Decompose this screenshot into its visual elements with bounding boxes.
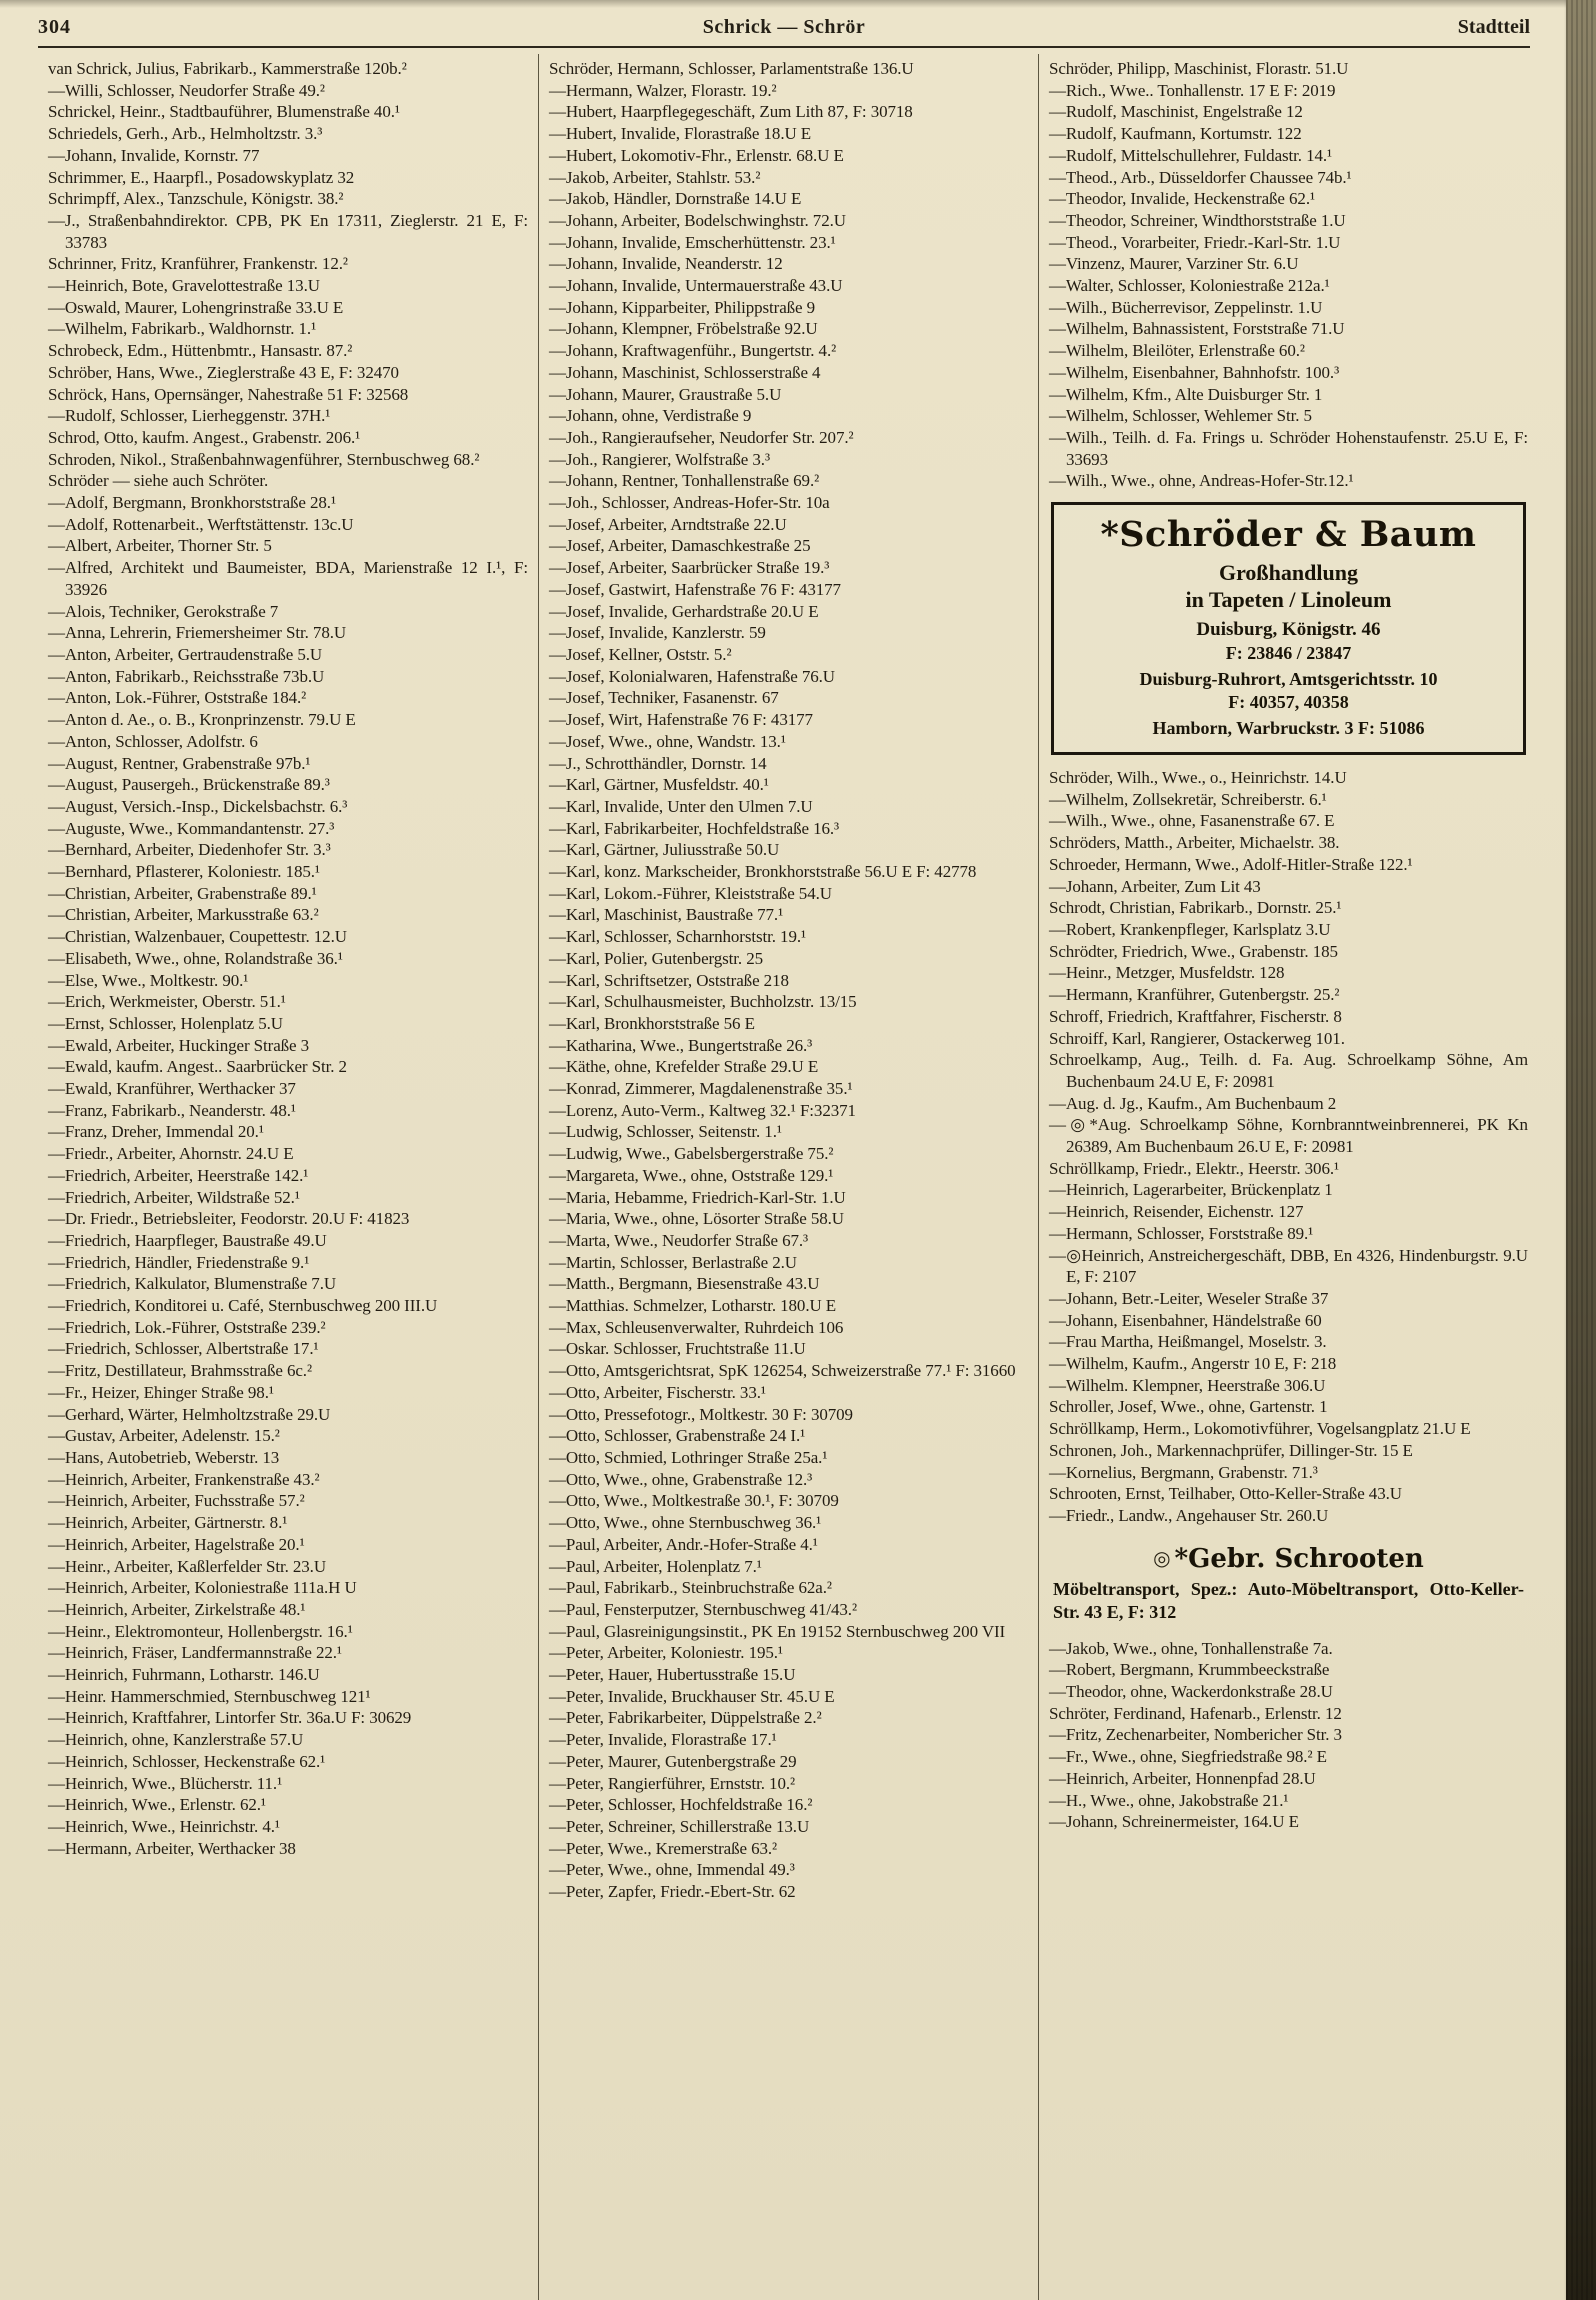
directory-entry: —Anton, Fabrikarb., Reichsstraße 73b.U [48, 666, 325, 686]
directory-entry: —Ludwig, Schlosser, Seitenstr. 1.¹ [548, 1122, 782, 1142]
directory-entry: —Matthias. Schmelzer, Lotharstr. 180.U E [548, 1296, 837, 1316]
directory-entry: Schröder — siehe auch Schröter. [48, 471, 269, 491]
directory-entry: —Franz, Fabrikarb., Neanderstr. 48.¹ [48, 1100, 296, 1120]
directory-entry: —Christian, Arbeiter, Markusstraße 63.² [48, 905, 319, 925]
directory-entry: —Peter, Arbeiter, Koloniestr. 195.¹ [548, 1643, 783, 1663]
directory-entry: Schrooten, Ernst, Teilhaber, Otto-Keller-Straße 43.U [1048, 1484, 1402, 1504]
directory-entry: Schroiff, Karl, Rangierer, Ostackerweg 101. [1048, 1028, 1345, 1048]
directory-entry: —Johann, Klempner, Fröbelstraße 92.U [548, 319, 818, 339]
directory-entry: —Alois, Techniker, Gerokstraße 7 [48, 601, 279, 621]
directory-entry: Schröter, Ferdinand, Hafenarb., Erlenstr. 12 [1048, 1703, 1342, 1723]
directory-entry: Schroff, Friedrich, Kraftfahrer, Fischerstr. 8 [1048, 1006, 1342, 1026]
directory-entry: —Wilh., Bücherrevisor, Zeppelinstr. 1.U [1048, 297, 1323, 317]
directory-entry: —Peter, Maurer, Gutenbergstraße 29 [548, 1751, 797, 1771]
directory-entry: —Otto, Amtsgerichtsrat, SpK 126254, Schweizerstraße 77.¹ F: 31660 [548, 1361, 1016, 1381]
directory-entry: —Wilhelm, Zollsekretär, Schreiberstr. 6.¹ [1048, 789, 1327, 809]
directory-entry: —Heinrich, Kraftfahrer, Lintorfer Str. 36a.U F: 30629 [48, 1708, 412, 1728]
ad-body-text: Möbeltransport, Spez.: Auto-Möbeltransport, Otto-Keller-Str. 43 E, F: 312 [1052, 1578, 1524, 1622]
directory-entry: —Johann, Maschinist, Schlosserstraße 4 [548, 362, 821, 382]
directory-entry: —Bernhard, Pflasterer, Koloniestr. 185.¹ [48, 862, 320, 882]
directory-entry: —Adolf, Bergmann, Bronkhorststraße 28.¹ [48, 493, 336, 513]
directory-entry: —Ernst, Schlosser, Holenplatz 5.U [48, 1013, 283, 1033]
directory-entry: —Fritz, Zechenarbeiter, Nombericher Str. 3 [1048, 1725, 1342, 1745]
directory-entry: —Theodor, Schreiner, Windthorststraße 1.U [1048, 210, 1346, 230]
directory-entry: Schröder, Philipp, Maschinist, Florastr. 51.U [1048, 59, 1349, 78]
directory-entry: —Vinzenz, Maurer, Varziner Str. 6.U [1048, 254, 1299, 274]
directory-entry: —Anton d. Ae., o. B., Kronprinzenstr. 79.U E [48, 710, 356, 730]
directory-entry: Schroeder, Hermann, Wwe., Adolf-Hitler-Straße 122.¹ [1048, 854, 1413, 874]
directory-entry: —Paul, Fensterputzer, Sternbuschweg 41/43.² [548, 1599, 857, 1619]
directory-entry: —Friedrich, Händler, Friedenstraße 9.¹ [48, 1252, 310, 1272]
directory-entry: —Peter, Invalide, Bruckhauser Str. 45.U E [548, 1686, 835, 1706]
directory-entry: —Josef, Wirt, Hafenstraße 76 F: 43177 [548, 710, 813, 730]
directory-entry: —Josef, Wwe., ohne, Wandstr. 13.¹ [548, 731, 786, 751]
directory-entry: Schröder, Wilh., Wwe., o., Heinrichstr. 14.U [1048, 768, 1347, 788]
directory-entry: —Peter, Wwe., Kremerstraße 63.² [548, 1838, 778, 1858]
directory-entry: —Ludwig, Wwe., Gabelsbergerstraße 75.² [548, 1144, 834, 1164]
directory-entry: —Hubert, Haarpflegegeschäft, Zum Lith 87, F: 30718 [548, 102, 913, 122]
directory-entry: —Johann, Invalide, Emscherhüttenstr. 23.¹ [548, 232, 836, 252]
directory-entry: —Hermann, Walzer, Florastr. 19.² [548, 80, 777, 100]
directory-entry: —Lorenz, Auto-Verm., Kaltweg 32.¹ F:32371 [548, 1100, 856, 1120]
directory-entry: —Ewald, kaufm. Angest.. Saarbrücker Str. 2 [48, 1057, 347, 1077]
directory-entry: —Heinrich, ohne, Kanzlerstraße 57.U [48, 1730, 304, 1750]
directory-entry: Schrickel, Heinr., Stadtbauführer, Blumenstraße 40.¹ [48, 102, 400, 122]
directory-entry: van Schrick, Julius, Fabrikarb., Kammerstraße 120b.² [48, 59, 407, 78]
directory-entry: Schrimmer, E., Haarpfl., Posadowskyplatz 32 [48, 167, 355, 187]
directory-entry: —Josef, Invalide, Gerhardstraße 20.U E [548, 601, 819, 621]
directory-entry: —Willi, Schlosser, Neudorfer Straße 49.² [48, 80, 325, 100]
directory-entry: —Karl, Polier, Gutenbergstr. 25 [548, 948, 764, 968]
scan-top-shadow [0, 0, 1596, 8]
directory-entry: —Wilhelm, Kfm., Alte Duisburger Str. 1 [1048, 384, 1323, 404]
directory-entry: —Else, Wwe., Moltkestr. 90.¹ [48, 970, 249, 990]
directory-entry: Schrodt, Christian, Fabrikarb., Dornstr. 25.¹ [1048, 898, 1342, 918]
page-title: Schrick — Schrör [702, 16, 866, 38]
directory-entry: —Karl, Gärtner, Musfeldstr. 40.¹ [548, 775, 769, 795]
directory-entry: —Heinrich, Arbeiter, Hagelstraße 20.¹ [48, 1534, 305, 1554]
ad-gebr-schrooten [1051, 1541, 1526, 1626]
directory-entry: —Ewald, Arbeiter, Huckinger Straße 3 [48, 1035, 310, 1055]
directory-entry: —Karl, Invalide, Unter den Ulmen 7.U [548, 796, 813, 816]
directory-entry: —Wilhelm, Eisenbahner, Bahnhofstr. 100.³ [1048, 362, 1340, 382]
directory-entry: —Dr. Friedr., Betriebsleiter, Feodorstr. 20.U F: 41823 [48, 1209, 410, 1229]
directory-entry: —Johann, ohne, Verdistraße 9 [548, 406, 752, 426]
directory-entry: —Matth., Bergmann, Biesenstraße 43.U [548, 1274, 820, 1294]
directory-entry: —Friedrich, Lok.-Führer, Oststraße 239.² [48, 1317, 326, 1337]
directory-entry: —Heinrich, Reisender, Eichenstr. 127 [1048, 1202, 1304, 1222]
directory-entry: —Johann, Schreinermeister, 164.U E [1048, 1812, 1299, 1832]
directory-entry: Schrinner, Fritz, Kranführer, Frankenstr. 12.² [48, 254, 348, 274]
directory-entry: —Joh., Rangieraufseher, Neudorfer Str. 207.² [548, 427, 854, 447]
directory-entry: —Otto, Wwe., Moltkestraße 30.¹, F: 30709 [548, 1491, 839, 1511]
directory-entry: —Paul, Arbeiter, Andr.-Hofer-Straße 4.¹ [548, 1534, 818, 1554]
directory-entry: —Heinrich, Schlosser, Heckenstraße 62.¹ [48, 1751, 326, 1771]
directory-entry: —Johann, Kipparbeiter, Philippstraße 9 [548, 297, 816, 317]
ad-schroeder-baum [1051, 502, 1526, 755]
ad-phone: F: 40357, 40358 [1228, 692, 1349, 713]
directory-entry: —Otto, Schlosser, Grabenstraße 24 I.¹ [548, 1426, 806, 1446]
directory-entry: —Otto, Arbeiter, Fischerstr. 33.¹ [548, 1382, 766, 1402]
directory-entry: —Konrad, Zimmerer, Magdalenenstraße 35.¹ [548, 1079, 853, 1099]
directory-entry: —Wilh., Wwe., ohne, Andreas-Hofer-Str.12.¹ [1048, 471, 1354, 491]
directory-entry: Schrimpff, Alex., Tanzschule, Königstr. 38.² [48, 189, 344, 209]
directory-entry: —Jakob, Arbeiter, Stahlstr. 53.² [548, 167, 761, 187]
directory-entry: —Hubert, Lokomotiv-Fhr., Erlenstr. 68.U E [548, 145, 844, 165]
directory-entry: —◎*Aug. Schroelkamp Söhne, Kornbranntweinbrennerei, PK Kn 26389, Am Buchenbaum 26.U E, F: 20981 [1048, 1115, 1528, 1157]
directory-entry: —Robert, Bergmann, Krummbeeckstraße [1048, 1660, 1330, 1680]
directory-entry: Schronen, Joh., Markennachprüfer, Dillinger-Str. 15 E [1048, 1440, 1413, 1460]
directory-entry: —Otto, Wwe., ohne Sternbuschweg 36.¹ [548, 1513, 822, 1533]
directory-entry: Schröder, Hermann, Schlosser, Parlamentstraße 136.U [548, 59, 914, 78]
directory-entry: —Johann, Eisenbahner, Händelstraße 60 [1048, 1310, 1322, 1330]
directory-entry: —Theodor, ohne, Wackerdonkstraße 28.U [1048, 1682, 1333, 1702]
ad-line: Großhandlung [1218, 560, 1358, 586]
directory-entry: —Karl, Fabrikarbeiter, Hochfeldstraße 16.³ [548, 818, 840, 838]
directory-entry: —Heinrich, Arbeiter, Fuchsstraße 57.² [48, 1491, 305, 1511]
directory-entry: —Heinrich, Fräser, Landfermannstraße 22.¹ [48, 1643, 342, 1663]
directory-entry: —August, Rentner, Grabenstraße 97b.¹ [48, 753, 311, 773]
directory-entry: —Wilh., Wwe., ohne, Fasanenstraße 67. E [1048, 811, 1335, 831]
directory-entry: —Jakob, Händler, Dornstraße 14.U E [548, 189, 802, 209]
directory-entry: —Peter, Hauer, Hubertusstraße 15.U [548, 1665, 796, 1685]
directory-entry: —Oswald, Maurer, Lohengrinstraße 33.U E [48, 297, 344, 317]
ad-address: Duisburg, Königstr. 46 [1196, 619, 1381, 641]
column-3-top-entries [1049, 58, 1528, 492]
directory-entry: —Heinrich, Wwe., Erlenstr. 62.¹ [48, 1795, 266, 1815]
directory-entry: —Anton, Lok.-Führer, Oststraße 184.² [48, 688, 307, 708]
directory-entry: —Martin, Schlosser, Berlastraße 2.U [548, 1252, 797, 1272]
directory-entry: —Gerhard, Wärter, Helmholtzstraße 29.U [48, 1404, 331, 1424]
directory-entry: —Johann, Invalide, Neanderstr. 12 [548, 254, 783, 274]
directory-entry: —Peter, Fabrikarbeiter, Düppelstraße 2.² [548, 1708, 822, 1728]
directory-entry: —Heinrich, Fuhrmann, Lotharstr. 146.U [48, 1665, 320, 1685]
directory-entry: —Heinrich, Arbeiter, Zirkelstraße 48.¹ [48, 1599, 306, 1619]
directory-entry: —Friedrich, Arbeiter, Wildstraße 52.¹ [48, 1187, 300, 1207]
directory-entry: —Karl, konz. Markscheider, Bronkhorststraße 56.U E F: 42778 [548, 862, 977, 882]
directory-entry: —Josef, Arbeiter, Arndtstraße 22.U [548, 514, 787, 534]
directory-entry: —Johann, Betr.-Leiter, Weseler Straße 37 [1048, 1288, 1329, 1308]
directory-entry: —Maria, Hebamme, Friedrich-Karl-Str. 1.U [548, 1187, 846, 1207]
directory-entry: —Peter, Schlosser, Hochfeldstraße 16.² [548, 1795, 813, 1815]
directory-entry: —Erich, Werkmeister, Oberstr. 51.¹ [48, 992, 286, 1012]
directory-entry: —Heinrich, Lagerarbeiter, Brückenplatz 1 [1048, 1180, 1333, 1200]
directory-entry: —J., Schrotthändler, Dornstr. 14 [548, 753, 767, 773]
directory-entry: —Karl, Schulhausmeister, Buchholzstr. 13/15 [548, 992, 857, 1012]
directory-entry: —Fr., Heizer, Ehinger Straße 98.¹ [48, 1382, 274, 1402]
directory-entry: —Wilhelm, Kaufm., Angerstr 10 E, F: 218 [1048, 1354, 1337, 1374]
directory-entry: —J., Straßenbahndirektor. CPB, PK En 17311, Zieglerstr. 21 E, F: 33783 [48, 210, 528, 252]
ad-company-name [1053, 1543, 1524, 1574]
directory-entry: —Rich., Wwe.. Tonhallenstr. 17 E F: 2019 [1048, 80, 1336, 100]
directory-entry: —Joh., Rangierer, Wolfstraße 3.³ [548, 449, 770, 469]
directory-entry: —Karl, Schlosser, Scharnhorststr. 19.¹ [548, 927, 806, 947]
directory-entry: —Friedrich, Kalkulator, Blumenstraße 7.U [48, 1274, 337, 1294]
directory-entry: —Max, Schleusenverwalter, Ruhrdeich 106 [548, 1317, 844, 1337]
directory-entry: —Peter, Wwe., ohne, Immendal 49.³ [548, 1860, 795, 1880]
emblem-icon: ◎ [1153, 1545, 1171, 1570]
directory-entry: —Walter, Schlosser, Koloniestraße 212a.¹ [1048, 276, 1330, 296]
page-number: 304 [38, 16, 71, 38]
directory-entry: —Theod., Arb., Düsseldorfer Chaussee 74b.¹ [1048, 167, 1352, 187]
directory-entry: —Josef, Techniker, Fasanenstr. 67 [548, 688, 779, 708]
directory-entry: —Johann, Invalide, Untermauerstraße 43.U [548, 276, 843, 296]
directory-entry: —Peter, Schreiner, Schillerstraße 13.U [548, 1816, 810, 1836]
directory-entry: —Franz, Dreher, Immendal 20.¹ [48, 1122, 264, 1142]
directory-entry: —Heinr., Metzger, Musfeldstr. 128 [1048, 963, 1285, 983]
directory-entry: —Wilhelm, Fabrikarb., Waldhornstr. 1.¹ [48, 319, 317, 339]
directory-entry: —Karl, Maschinist, Baustraße 77.¹ [548, 905, 784, 925]
directory-entry: —Johann, Arbeiter, Zum Lit 43 [1048, 876, 1261, 896]
page-section-label: Stadtteil [1457, 16, 1530, 38]
directory-entry: —Josef, Arbeiter, Saarbrücker Straße 19.³ [548, 558, 830, 578]
directory-entry: —Heinrich, Arbeiter, Koloniestraße 111a.H U [48, 1578, 357, 1598]
column-2 [538, 54, 1038, 2300]
directory-entry: —Heinr. Hammerschmied, Sternbuschweg 121¹ [48, 1686, 371, 1706]
directory-entry: —Rudolf, Kaufmann, Kortumstr. 122 [1048, 124, 1302, 144]
directory-entry: —Rudolf, Mittelschullehrer, Fuldastr. 14.¹ [1048, 145, 1333, 165]
directory-entry: —Josef, Arbeiter, Damaschkestraße 25 [548, 536, 811, 556]
directory-entry: Schrödter, Friedrich, Wwe., Grabenstr. 185 [1048, 941, 1338, 961]
directory-entry: —Anna, Lehrerin, Friemersheimer Str. 78.U [48, 623, 347, 643]
directory-entry: —Robert, Krankenpfleger, Karlsplatz 3.U [1048, 919, 1331, 939]
directory-entry: —Heinr., Elektromonteur, Hollenbergstr. 16.¹ [48, 1621, 353, 1641]
directory-entry: Schröllkamp, Friedr., Elektr., Heerstr. 306.¹ [1048, 1158, 1339, 1178]
directory-entry: —Otto, Schmied, Lothringer Straße 25a.¹ [548, 1448, 828, 1467]
directory-entry: —Johann, Kraftwagenführ., Bungertstr. 4.² [548, 341, 837, 361]
directory-entry: Schrod, Otto, kaufm. Angest., Grabenstr. 206.¹ [48, 427, 361, 447]
directory-entry: —Wilhelm, Schlosser, Wehlemer Str. 5 [1048, 406, 1312, 426]
directory-entry: —Otto, Wwe., ohne, Grabenstraße 12.³ [548, 1469, 813, 1489]
directory-entry: —Hermann, Arbeiter, Werthacker 38 [48, 1838, 296, 1858]
directory-entry: —Christian, Arbeiter, Grabenstraße 89.¹ [48, 883, 317, 903]
directory-entry: —Peter, Zapfer, Friedr.-Ebert-Str. 62 [548, 1882, 796, 1902]
directory-entry: Schröber, Hans, Wwe., Zieglerstraße 43 E, F: 32470 [48, 362, 399, 382]
directory-entry: —Wilhelm, Bahnassistent, Forststraße 71.U [1048, 319, 1345, 339]
directory-entry: —Fr., Wwe., ohne, Siegfriedstraße 98.² E [1048, 1747, 1327, 1767]
directory-entry: —Katharina, Wwe., Bungertstraße 26.³ [548, 1035, 813, 1055]
directory-entry: —Margareta, Wwe., ohne, Oststraße 129.¹ [548, 1165, 834, 1185]
directory-entry: —Albert, Arbeiter, Thorner Str. 5 [48, 536, 272, 556]
directory-entry: —Paul, Fabrikarb., Steinbruchstraße 62a.² [548, 1578, 832, 1598]
directory-entry: —Maria, Wwe., ohne, Lösorter Straße 58.U [548, 1209, 844, 1229]
directory-entry: —Paul, Glasreinigungsinstit., PK En 19152 Sternbuschweg 200 VII [548, 1621, 1006, 1641]
directory-entry: —Anton, Schlosser, Adolfstr. 6 [48, 731, 258, 751]
column-3-bottom-entries [1049, 1638, 1528, 1833]
directory-entry: —Johann, Arbeiter, Bodelschwinghstr. 72.U [548, 210, 846, 230]
directory-entry: —Johann, Invalide, Kornstr. 77 [48, 145, 260, 165]
directory-entry: —Johann, Rentner, Tonhallenstraße 69.² [548, 471, 820, 491]
directory-entry: —Rudolf, Maschinist, Engelstraße 12 [1048, 102, 1303, 122]
directory-entry: —Josef, Invalide, Kanzlerstr. 59 [548, 623, 766, 643]
directory-columns [38, 54, 1538, 2300]
column-3 [1038, 54, 1538, 2300]
directory-entry: —Rudolf, Schlosser, Lierheggenstr. 37H.¹ [48, 406, 331, 426]
book-page-edge [1566, 0, 1596, 2300]
directory-entry: —Adolf, Rottenarbeit., Werftstättenstr. 13c.U [48, 514, 354, 534]
directory-entry: —Heinrich, Wwe., Blücherstr. 11.¹ [48, 1773, 283, 1793]
directory-entry: —Peter, Invalide, Florastraße 17.¹ [548, 1730, 777, 1750]
directory-entry: —Wilhelm, Bleilöter, Erlenstraße 60.² [1048, 341, 1305, 361]
directory-entry: —August, Versich.-Insp., Dickelsbachstr. 6.³ [48, 796, 348, 816]
directory-entry: —Kornelius, Bergmann, Grabenstr. 71.³ [1048, 1462, 1318, 1482]
directory-entry: —Karl, Lokom.-Führer, Kleiststraße 54.U [548, 883, 832, 903]
directory-entry: —Friedr., Arbeiter, Ahornstr. 24.U E [48, 1144, 294, 1164]
directory-entry: Schroelkamp, Aug., Teilh. d. Fa. Aug. Schroelkamp Söhne, Am Buchenbaum 24.U E, F: 20981 [1048, 1050, 1528, 1091]
directory-entry: —Hans, Autobetrieb, Weberstr. 13 [48, 1448, 280, 1467]
directory-entry: —Paul, Arbeiter, Holenplatz 7.¹ [548, 1556, 762, 1576]
directory-entry: Schroller, Josef, Wwe., ohne, Gartenstr. 1 [1048, 1397, 1328, 1417]
directory-entry: —Aug. d. Jg., Kaufm., Am Buchenbaum 2 [1048, 1093, 1337, 1113]
directory-entry: —Joh., Schlosser, Andreas-Hofer-Str. 10a [548, 493, 830, 513]
directory-entry: —Peter, Rangierführer, Ernststr. 10.² [548, 1773, 795, 1793]
directory-entry: —Heinrich, Arbeiter, Frankenstraße 43.² [48, 1469, 320, 1489]
ad-company-name-text: *Gebr. Schrooten [1174, 1543, 1424, 1574]
directory-entry: —Ewald, Kranführer, Werthacker 37 [48, 1079, 296, 1099]
ad-address: Duisburg-Ruhrort, Amtsgerichtsstr. 10 [1139, 669, 1438, 690]
directory-entry: Schröck, Hans, Opernsänger, Nahestraße 51 F: 32568 [48, 384, 409, 404]
directory-entry: —Frau Martha, Heißmangel, Moselstr. 3. [1048, 1332, 1327, 1352]
directory-entry: Schrobeck, Edm., Hüttenbmtr., Hansastr. 87.² [48, 341, 353, 361]
directory-entry: —Karl, Gärtner, Juliusstraße 50.U [548, 840, 780, 860]
directory-entry: Schröders, Matth., Arbeiter, Michaelstr. 38. [1048, 833, 1340, 853]
directory-entry: —Marta, Wwe., Neudorfer Straße 67.³ [548, 1230, 809, 1250]
column-1 [38, 54, 538, 2300]
directory-entry: —Friedrich, Schlosser, Albertstraße 17.¹ [48, 1339, 319, 1359]
directory-entry: —Friedrich, Arbeiter, Heerstraße 142.¹ [48, 1165, 309, 1185]
directory-entry: —Käthe, ohne, Krefelder Straße 29.U E [548, 1057, 819, 1077]
directory-entry: —Karl, Bronkhorststraße 56 E [548, 1013, 755, 1033]
directory-entry: —◎Heinrich, Anstreichergeschäft, DBB, En 4326, Hindenburgstr. 9.U E, F: 2107 [1048, 1245, 1528, 1287]
directory-entry: —Auguste, Wwe., Kommandantenstr. 27.³ [48, 818, 335, 838]
directory-entry: —Alfred, Architekt und Baumeister, BDA, Marienstraße 12 I.¹, F: 33926 [48, 558, 528, 599]
directory-entry: —Hermann, Schlosser, Forststraße 89.¹ [1048, 1223, 1314, 1243]
directory-entry: —Heinrich, Arbeiter, Honnenpfad 28.U [1048, 1768, 1316, 1788]
page-header [38, 16, 1530, 48]
directory-entry: —Josef, Kolonialwaren, Hafenstraße 76.U [548, 666, 835, 686]
directory-entry: —Heinrich, Arbeiter, Gärtnerstr. 8.¹ [48, 1513, 288, 1533]
directory-entry: Schröllkamp, Herm., Lokomotivführer, Vogelsangplatz 21.U E [1048, 1419, 1471, 1439]
directory-entry: —Oskar. Schlosser, Fruchtstraße 11.U [548, 1339, 806, 1359]
directory-entry: —Theod., Vorarbeiter, Friedr.-Karl-Str. 1.U [1048, 232, 1341, 252]
ad-address: Hamborn, Warbruckstr. 3 F: 51086 [1152, 718, 1425, 739]
directory-entry: Schriedels, Gerh., Arb., Helmholtzstr. 3.³ [48, 124, 323, 144]
directory-entry: —Jakob, Wwe., ohne, Tonhallenstraße 7a. [1048, 1638, 1333, 1658]
column-3-mid-entries [1049, 767, 1528, 1527]
directory-entry: —Anton, Arbeiter, Gertraudenstraße 5.U [48, 644, 323, 664]
directory-entry: —Heinrich, Wwe., Heinrichstr. 4.¹ [48, 1816, 280, 1836]
directory-entry: —H., Wwe., ohne, Jakobstraße 21.¹ [1048, 1790, 1289, 1810]
directory-entry: —Hermann, Kranführer, Gutenbergstr. 25.² [1048, 985, 1340, 1005]
directory-entry: —Friedrich, Konditorei u. Café, Sternbuschweg 200 III.U [48, 1296, 438, 1316]
directory-entry: —Heinr., Arbeiter, Kaßlerfelder Str. 23.U [48, 1556, 327, 1576]
directory-entry: —Hubert, Invalide, Florastraße 18.U E [548, 124, 812, 144]
directory-entry: —Otto, Pressefotogr., Moltkestr. 30 F: 30709 [548, 1404, 853, 1424]
ad-line: in Tapeten / Linoleum [1185, 587, 1392, 613]
ad-phone: F: 23846 / 23847 [1225, 643, 1352, 664]
directory-entry: —Elisabeth, Wwe., ohne, Rolandstraße 36.¹ [48, 948, 343, 968]
directory-entry: —Theodor, Invalide, Heckenstraße 62.¹ [1048, 189, 1315, 209]
directory-entry: —Gustav, Arbeiter, Adelenstr. 15.² [48, 1426, 280, 1446]
directory-entry: —August, Pausergeh., Brückenstraße 89.³ [48, 775, 330, 795]
ad-company-name: *Schröder & Baum [1100, 514, 1477, 556]
directory-entry: —Johann, Maurer, Graustraße 5.U [548, 384, 782, 404]
directory-entry: —Christian, Walzenbauer, Coupettestr. 12.U [48, 927, 347, 947]
directory-entry: —Karl, Schriftsetzer, Oststraße 218 [548, 970, 789, 990]
directory-entry: —Friedr., Landw., Angehauser Str. 260.U [1048, 1505, 1329, 1525]
directory-entry: Schroden, Nikol., Straßenbahnwagenführer, Sternbuschweg 68.² [48, 449, 480, 469]
directory-entry: —Josef, Gastwirt, Hafenstraße 76 F: 43177 [548, 579, 841, 599]
directory-entry: —Wilhelm. Klempner, Heerstraße 306.U [1048, 1375, 1326, 1395]
directory-entry: —Friedrich, Haarpfleger, Baustraße 49.U [48, 1230, 327, 1250]
directory-entry: —Fritz, Destillateur, Brahmsstraße 6c.² [48, 1361, 312, 1381]
directory-entry: —Heinrich, Bote, Gravelottestraße 13.U [48, 276, 320, 296]
directory-entry: —Bernhard, Arbeiter, Diedenhofer Str. 3.³ [48, 840, 331, 860]
directory-entry: —Josef, Kellner, Oststr. 5.² [548, 644, 732, 664]
directory-entry: —Wilh., Teilh. d. Fa. Frings u. Schröder Hohenstaufenstr. 25.U E, F: 33693 [1048, 427, 1528, 469]
